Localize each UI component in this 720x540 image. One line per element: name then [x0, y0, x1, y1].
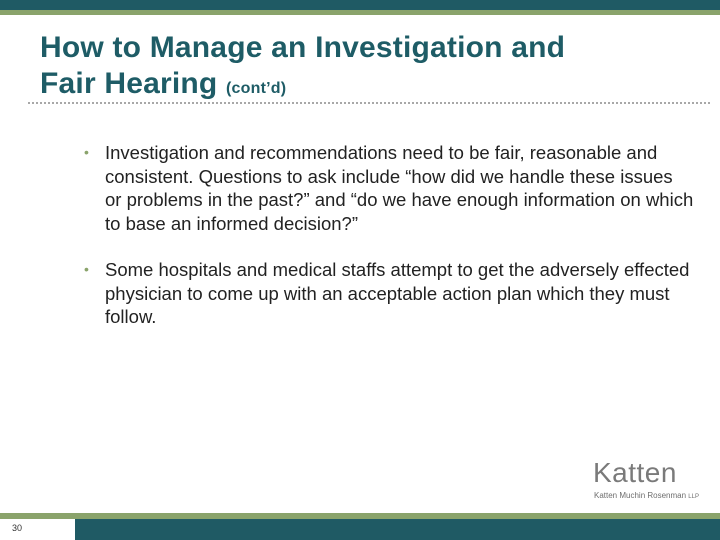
top-accent-bar	[0, 0, 720, 10]
bottom-accent-bar	[75, 519, 720, 540]
logo-subline	[594, 491, 699, 502]
title-divider	[28, 102, 710, 104]
slide-title-line-2	[40, 66, 700, 107]
bullet-icon: •	[84, 261, 89, 277]
page-number: 30	[12, 523, 23, 533]
bullet-icon: •	[84, 144, 89, 160]
bullet-item	[84, 258, 694, 329]
logo-firm-name: Katten Muchin Rosenman	[594, 491, 687, 500]
logo-llp: LLP	[688, 494, 699, 500]
logo-wordmark: Katten	[593, 457, 677, 488]
bullet-text: Some hospitals and medical staffs attempt to get the adversely effected physician to come up with an acceptable action plan which they must follow.	[105, 259, 690, 327]
slide-title-main: Fair Hearing	[40, 67, 218, 100]
slide-title-suffix: (cont’d)	[226, 80, 287, 97]
bullet-list	[84, 141, 694, 352]
bullet-text: Investigation and recommendations need to be fair, reasonable and consistent. Questions to ask include “how did we handle these issues or problems in the past?” and “do we have enough information on which to base an informed decision?”	[105, 142, 694, 234]
slide-title	[40, 30, 700, 107]
slide-title-line-1: How to Manage an Investigation and	[40, 31, 566, 64]
top-green-stripe	[0, 10, 720, 15]
bullet-item	[84, 141, 694, 235]
katten-logo	[593, 458, 705, 503]
